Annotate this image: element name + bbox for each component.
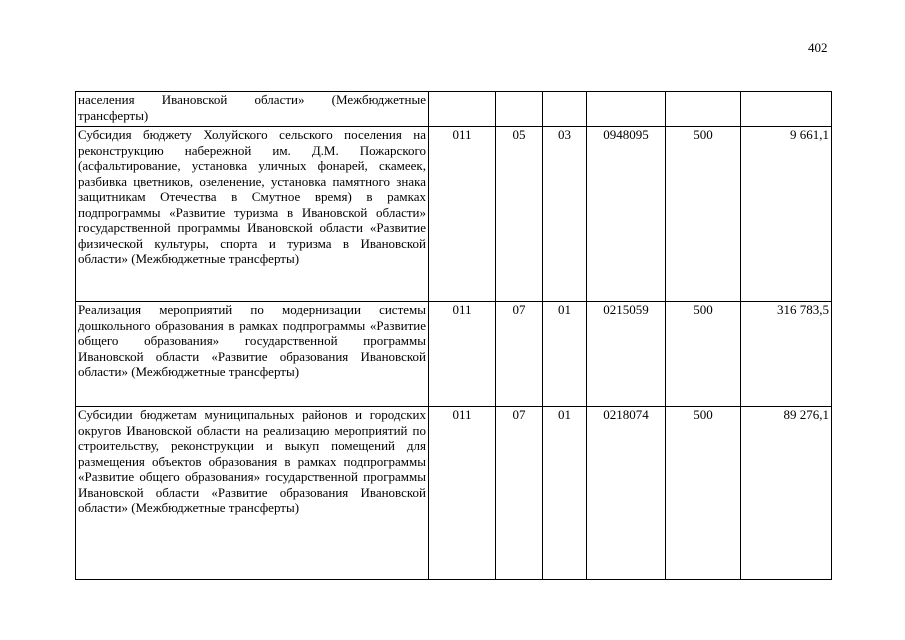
ministry-code: 011 [429,407,496,580]
subsection-code: 01 [543,407,587,580]
target-article-code: 0218074 [587,407,666,580]
row-description: Реализация мероприятий по модернизации системы дошкольного образования в рамках подпрограммы «Развитие общего образования» государственной программы Ивановской области «Развитие образования Ивановской области» (Межбюджетные трансферты) [76,302,429,407]
expense-type-code [666,92,741,127]
table-row [76,407,832,580]
expense-type-code: 500 [666,407,741,580]
subsection-code [543,92,587,127]
budget-table [75,91,832,580]
amount [741,92,832,127]
row-description: Субсидии бюджетам муниципальных районов и городских округов Ивановской области на реализацию мероприятий по строительству, реконструкции и выкуп помещений для размещения объектов образования в рамках подпрограммы «Развитие общего образования» государственной программы Ивановской области «Развитие образования Ивановской области» (Межбюджетные трансферты) [76,407,429,580]
table-row [76,127,832,302]
table-row [76,302,832,407]
subsection-code: 03 [543,127,587,302]
row-description: населения Ивановской области» (Межбюджетные трансферты) [76,92,429,127]
amount: 9 661,1 [741,127,832,302]
expense-type-code: 500 [666,127,741,302]
target-article-code: 0948095 [587,127,666,302]
row-description: Субсидия бюджету Холуйского сельского поселения на реконструкцию набережной им. Д.М. Пожарского (асфальтирование, установка уличных фонарей, скамеек, разбивка цветников, озеленение, установка памятного знака защитникам Отечества в Смутное время) в рамках подпрограммы «Развитие туризма в Ивановской области» государственной программы Ивановской области «Развитие физической культуры, спорта и туризма в Ивановской области» (Межбюджетные трансферты) [76,127,429,302]
section-code [496,92,543,127]
target-article-code: 0215059 [587,302,666,407]
subsection-code: 01 [543,302,587,407]
section-code: 05 [496,127,543,302]
amount: 316 783,5 [741,302,832,407]
ministry-code [429,92,496,127]
table-row [76,92,832,127]
expense-type-code: 500 [666,302,741,407]
ministry-code: 011 [429,302,496,407]
target-article-code [587,92,666,127]
ministry-code: 011 [429,127,496,302]
page-number: 402 [808,40,828,55]
amount: 89 276,1 [741,407,832,580]
section-code: 07 [496,302,543,407]
section-code: 07 [496,407,543,580]
